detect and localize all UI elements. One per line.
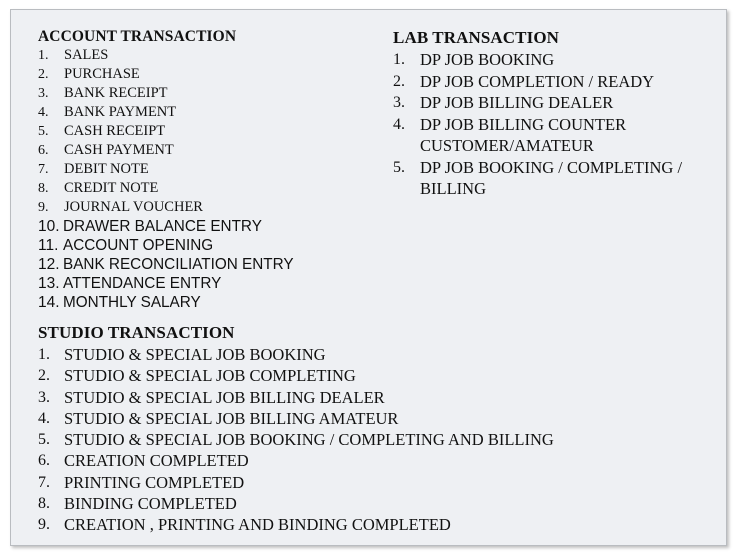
item-number: 4. xyxy=(38,105,49,120)
item-number: 5. xyxy=(38,431,50,449)
item-number: 8. xyxy=(38,495,50,513)
list-item xyxy=(38,450,718,471)
item-number: 13. xyxy=(38,275,60,292)
item-number: 7. xyxy=(38,162,49,177)
list-item xyxy=(38,46,378,65)
item-label: STUDIO & SPECIAL JOB BOOKING xyxy=(64,345,326,364)
item-number: 4. xyxy=(38,409,50,427)
item-number: 11. xyxy=(38,237,59,254)
list-item xyxy=(38,141,378,160)
list-item xyxy=(38,344,718,365)
item-number: 2. xyxy=(38,367,50,385)
item-number: 9. xyxy=(38,200,49,215)
item-number: 2. xyxy=(393,72,405,90)
item-label: DP JOB BILLING DEALER xyxy=(420,93,614,112)
item-label: CASH RECEIPT xyxy=(64,123,166,139)
list-item xyxy=(393,49,723,71)
item-label: PURCHASE xyxy=(64,66,140,82)
lab-transaction-heading: LAB TRANSACTION xyxy=(393,28,560,47)
item-number: 5. xyxy=(393,158,405,176)
item-label: DP JOB COMPLETION / READY xyxy=(420,71,655,91)
item-number: 2. xyxy=(38,67,49,82)
list-item xyxy=(38,198,378,217)
item-label: DP JOB BILLING COUNTER CUSTOMER/AMATEUR xyxy=(420,114,627,155)
item-label: ATTENDANCE ENTRY xyxy=(63,275,222,292)
item-label: DRAWER BALANCE ENTRY xyxy=(63,218,262,235)
item-label: STUDIO & SPECIAL JOB BILLING AMATEUR xyxy=(64,408,399,428)
item-label: STUDIO & SPECIAL JOB BILLING DEALER xyxy=(64,387,385,407)
studio-transaction-heading: STUDIO TRANSACTION xyxy=(38,323,235,342)
item-number: 1. xyxy=(38,346,50,363)
account-transaction-list xyxy=(38,46,378,312)
item-number: 10. xyxy=(38,218,60,235)
list-item xyxy=(38,387,718,408)
studio-transaction-list xyxy=(38,344,718,536)
item-label: MONTHLY SALARY xyxy=(63,294,201,311)
item-label: CREATION , PRINTING AND BINDING COMPLETED xyxy=(64,515,451,535)
item-label: CREDIT NOTE xyxy=(64,180,159,196)
item-number: 6. xyxy=(38,452,50,470)
item-number: 7. xyxy=(38,473,50,491)
item-label: STUDIO & SPECIAL JOB BOOKING / COMPLETING AND BILLING xyxy=(64,430,554,450)
list-item xyxy=(393,71,723,93)
item-label: PRINTING COMPLETED xyxy=(64,472,245,492)
lab-transaction-list xyxy=(393,49,723,200)
list-item xyxy=(38,65,378,84)
item-number: 1. xyxy=(38,48,49,63)
list-item xyxy=(38,217,378,236)
list-item xyxy=(38,236,378,255)
list-item xyxy=(38,514,718,535)
list-item xyxy=(393,157,723,200)
item-number: 12. xyxy=(38,256,60,273)
item-label: CREATION COMPLETED xyxy=(64,451,249,471)
list-item xyxy=(38,84,378,103)
list-item xyxy=(38,122,378,141)
item-label: BINDING COMPLETED xyxy=(64,494,237,514)
item-label: ACCOUNT OPENING xyxy=(63,237,214,254)
item-label: BANK PAYMENT xyxy=(64,104,177,120)
item-number: 6. xyxy=(38,143,49,158)
item-label: DP JOB BOOKING xyxy=(420,50,555,69)
list-item xyxy=(38,274,378,293)
item-number: 3. xyxy=(38,388,50,406)
item-number: 8. xyxy=(38,181,49,196)
list-item xyxy=(38,103,378,122)
item-number: 5. xyxy=(38,124,49,139)
list-item xyxy=(38,493,718,514)
list-item xyxy=(38,293,378,312)
list-item xyxy=(38,365,718,386)
item-label: DEBIT NOTE xyxy=(64,161,149,177)
transaction-panel xyxy=(10,9,727,546)
list-item xyxy=(393,114,723,157)
item-number: 3. xyxy=(38,86,49,101)
account-transaction-section xyxy=(38,28,378,312)
list-item xyxy=(38,160,378,179)
list-item xyxy=(38,255,378,274)
item-label: CASH PAYMENT xyxy=(64,142,174,158)
item-number: 3. xyxy=(393,94,405,111)
list-item xyxy=(38,179,378,198)
item-number: 4. xyxy=(393,115,405,133)
item-label: SALES xyxy=(64,47,109,63)
item-label: STUDIO & SPECIAL JOB COMPLETING xyxy=(64,366,356,386)
item-label: BANK RECONCILIATION ENTRY xyxy=(63,256,294,273)
item-label: DP JOB BOOKING / COMPLETING / BILLING xyxy=(420,157,683,198)
account-transaction-heading: ACCOUNT TRANSACTION xyxy=(38,28,237,45)
list-item xyxy=(38,408,718,429)
item-label: BANK RECEIPT xyxy=(64,85,168,101)
item-number: 14. xyxy=(38,294,60,311)
list-item xyxy=(393,92,723,114)
item-number: 1. xyxy=(393,51,405,68)
item-label: JOURNAL VOUCHER xyxy=(64,199,203,215)
lab-transaction-section xyxy=(393,28,723,200)
studio-transaction-section xyxy=(38,323,718,536)
list-item xyxy=(38,429,718,450)
item-number: 9. xyxy=(38,516,50,534)
list-item xyxy=(38,472,718,493)
